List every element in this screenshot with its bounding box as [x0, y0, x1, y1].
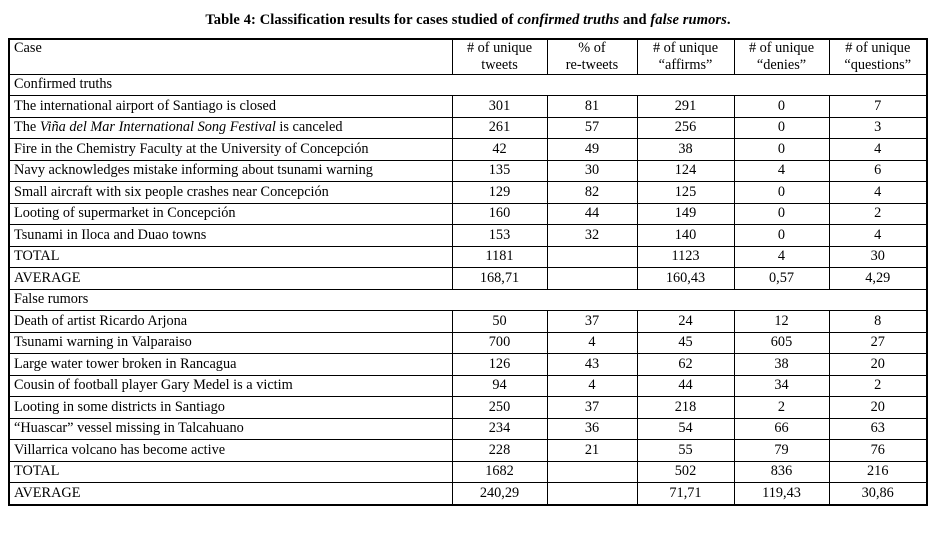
cell-value: 76 [829, 440, 927, 462]
average-label: AVERAGE [9, 483, 452, 505]
table-row [9, 332, 927, 354]
cell-value: 24 [637, 311, 734, 333]
cell-value: 605 [734, 332, 829, 354]
cell-value: 36 [547, 418, 637, 440]
cell-value: 49 [547, 139, 637, 161]
cell-value: 44 [637, 375, 734, 397]
table-row [9, 311, 927, 333]
section-title-row [9, 74, 927, 96]
cell-value: 140 [637, 225, 734, 247]
case-label: Small aircraft with six people crashes near Concepción [9, 182, 452, 204]
cell-value: 153 [452, 225, 547, 247]
case-label: Villarrica volcano has become active [9, 440, 452, 462]
average-row [9, 483, 927, 505]
column-header-unique-tweets-line2: tweets [481, 56, 518, 73]
cell-value: 27 [829, 332, 927, 354]
total-value: 1682 [452, 461, 547, 483]
cell-value: 32 [547, 225, 637, 247]
average-row [9, 268, 927, 290]
total-value [547, 461, 637, 483]
caption-suffix: . [726, 12, 731, 28]
cell-value: 6 [829, 160, 927, 182]
table-row [9, 354, 927, 376]
table-row [9, 139, 927, 161]
cell-value: 129 [452, 182, 547, 204]
section-title: Confirmed truths [9, 74, 927, 96]
cell-value: 38 [734, 354, 829, 376]
case-label: Tsunami warning in Valparaiso [9, 332, 452, 354]
column-header-retweets-line1: % of [578, 40, 606, 56]
column-header-denies [734, 39, 829, 74]
average-value: 30,86 [829, 483, 927, 505]
column-header-affirms [637, 39, 734, 74]
cell-value: 4 [547, 375, 637, 397]
column-header-denies-line2: “denies” [756, 56, 807, 73]
cell-value: 126 [452, 354, 547, 376]
cell-value: 228 [452, 440, 547, 462]
total-value: 1181 [452, 246, 547, 268]
cell-value: 2 [829, 203, 927, 225]
cell-value: 38 [637, 139, 734, 161]
caption-prefix: Table 4: Classification results for cases studied of [205, 12, 518, 28]
cell-value: 261 [452, 117, 547, 139]
column-header-unique-tweets-line1: # of unique [466, 40, 533, 56]
cell-value: 301 [452, 96, 547, 118]
case-label: The international airport of Santiago is closed [9, 96, 452, 118]
total-label: TOTAL [9, 246, 452, 268]
case-label: Large water tower broken in Rancagua [9, 354, 452, 376]
table-header [9, 39, 927, 74]
cell-value: 0 [734, 182, 829, 204]
total-value: 1123 [637, 246, 734, 268]
cell-value: 94 [452, 375, 547, 397]
cell-value: 79 [734, 440, 829, 462]
cell-value: 44 [547, 203, 637, 225]
table-caption [0, 0, 936, 38]
cell-value: 0 [734, 117, 829, 139]
cell-value: 4 [547, 332, 637, 354]
cell-value: 3 [829, 117, 927, 139]
cell-value: 81 [547, 96, 637, 118]
column-header-retweets [547, 39, 637, 74]
case-label: “Huascar” vessel missing in Talcahuano [9, 418, 452, 440]
column-header-case [9, 39, 452, 74]
cell-value: 30 [547, 160, 637, 182]
section-title-row [9, 289, 927, 311]
case-label: The Viña del Mar International Song Festival is canceled [9, 117, 452, 139]
cell-value: 55 [637, 440, 734, 462]
average-value: 71,71 [637, 483, 734, 505]
table-row [9, 418, 927, 440]
column-header-questions-line2: “questions” [844, 56, 912, 73]
cell-value: 7 [829, 96, 927, 118]
total-label: TOTAL [9, 461, 452, 483]
cell-value: 54 [637, 418, 734, 440]
cell-value: 700 [452, 332, 547, 354]
cell-value: 20 [829, 397, 927, 419]
cell-value: 250 [452, 397, 547, 419]
cell-value: 135 [452, 160, 547, 182]
average-value: 0,57 [734, 268, 829, 290]
cell-value: 4 [829, 182, 927, 204]
cell-value: 37 [547, 311, 637, 333]
case-label: Tsunami in Iloca and Duao towns [9, 225, 452, 247]
cell-value: 0 [734, 203, 829, 225]
table-row [9, 203, 927, 225]
cell-value: 50 [452, 311, 547, 333]
table-row [9, 397, 927, 419]
cell-value: 62 [637, 354, 734, 376]
cell-value: 234 [452, 418, 547, 440]
total-value: 216 [829, 461, 927, 483]
caption-italic-confirmed-truths: confirmed truths [517, 12, 620, 28]
table-row [9, 96, 927, 118]
total-value: 4 [734, 246, 829, 268]
cell-value: 125 [637, 182, 734, 204]
column-header-denies-line1: # of unique [748, 40, 815, 56]
case-label: Looting in some districts in Santiago [9, 397, 452, 419]
cell-value: 45 [637, 332, 734, 354]
case-label: Navy acknowledges mistake informing about tsunami warning [9, 160, 452, 182]
table-row [9, 375, 927, 397]
cell-value: 34 [734, 375, 829, 397]
cell-value: 291 [637, 96, 734, 118]
case-label: Looting of supermarket in Concepción [9, 203, 452, 225]
cell-value: 37 [547, 397, 637, 419]
column-header-questions-line1: # of unique [845, 40, 911, 56]
classification-results-table [8, 38, 928, 506]
cell-value: 43 [547, 354, 637, 376]
cell-value: 124 [637, 160, 734, 182]
cell-value: 57 [547, 117, 637, 139]
total-row [9, 246, 927, 268]
cell-value: 12 [734, 311, 829, 333]
average-value [547, 483, 637, 505]
table-row [9, 117, 927, 139]
cell-value: 82 [547, 182, 637, 204]
column-header-affirms-line2: “affirms” [658, 56, 713, 73]
column-header-questions [829, 39, 927, 74]
total-value: 836 [734, 461, 829, 483]
cell-value: 0 [734, 139, 829, 161]
average-label: AVERAGE [9, 268, 452, 290]
cell-value: 4 [829, 139, 927, 161]
cell-value: 160 [452, 203, 547, 225]
cell-value: 0 [734, 225, 829, 247]
table-body [9, 74, 927, 505]
column-header-case-line1: Case [14, 40, 42, 56]
total-value [547, 246, 637, 268]
table-row [9, 440, 927, 462]
table-row [9, 160, 927, 182]
table-row [9, 225, 927, 247]
total-value: 502 [637, 461, 734, 483]
cell-value: 42 [452, 139, 547, 161]
case-label-italic: Viña del Mar International Song Festival [39, 119, 276, 136]
cell-value: 4 [734, 160, 829, 182]
cell-value: 4 [829, 225, 927, 247]
section-title: False rumors [9, 289, 927, 311]
cell-value: 218 [637, 397, 734, 419]
case-label: Death of artist Ricardo Arjona [9, 311, 452, 333]
average-value: 160,43 [637, 268, 734, 290]
cell-value: 20 [829, 354, 927, 376]
cell-value: 66 [734, 418, 829, 440]
caption-middle: and [619, 12, 651, 28]
case-label: Fire in the Chemistry Faculty at the University of Concepción [9, 139, 452, 161]
column-header-retweets-line2: re-tweets [565, 56, 619, 73]
column-header-affirms-line1: # of unique [652, 40, 719, 56]
column-header-unique-tweets [452, 39, 547, 74]
average-value: 240,29 [452, 483, 547, 505]
cell-value: 0 [734, 96, 829, 118]
total-row [9, 461, 927, 483]
cell-value: 8 [829, 311, 927, 333]
cell-value: 2 [829, 375, 927, 397]
total-value: 30 [829, 246, 927, 268]
cell-value: 63 [829, 418, 927, 440]
average-value: 4,29 [829, 268, 927, 290]
cell-value: 21 [547, 440, 637, 462]
cell-value: 2 [734, 397, 829, 419]
cell-value: 256 [637, 117, 734, 139]
case-label: Cousin of football player Gary Medel is a victim [9, 375, 452, 397]
table-row [9, 182, 927, 204]
average-value: 168,71 [452, 268, 547, 290]
caption-italic-false-rumors: false rumors [650, 12, 727, 28]
average-value [547, 268, 637, 290]
header-row [9, 39, 927, 74]
cell-value: 149 [637, 203, 734, 225]
average-value: 119,43 [734, 483, 829, 505]
